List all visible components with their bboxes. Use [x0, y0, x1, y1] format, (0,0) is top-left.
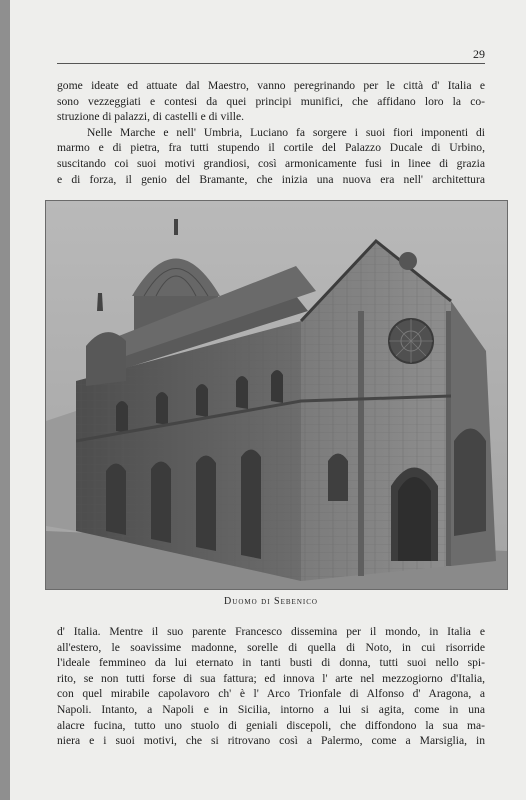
text-line: con quel mirabile capolavoro ch' è l' Arco Trionfale di Alfonso d' Aragona, a: [57, 687, 485, 701]
text-line: all'estero, le soavissime madonne, sorelle di quella di Noto, in cui risorride: [57, 640, 485, 654]
text-line: suscitando coi suoi motivi grandiosi, così armonicamente fusi in linee di grazia: [57, 156, 485, 170]
text-line: marmo e di pietra, fra tutti stupendo il cortile del Palazzo Ducale di Urbino,: [57, 141, 485, 155]
book-page: [10, 0, 526, 800]
text-line: sono vezzeggiati e contesi da quei principi munifici, che affidano loro la co-: [57, 94, 485, 108]
text-block-top: [57, 78, 485, 187]
text-line: Nelle Marche e nell' Umbria, Luciano fa sorgere i suoi fiori imponenti di: [87, 125, 485, 139]
text-line: e di forza, il genio del Bramante, che inizia una nuova era nell' architettura: [57, 172, 485, 186]
text-line: Napoli. Intanto, a Napoli e in Sicilia, intorno a lui si agita, come in una: [57, 702, 485, 716]
text-line: niera e i suoi motivi, che si ritrovano così a Palermo, come a Marsiglia, in: [57, 734, 485, 748]
page-number: 29: [473, 47, 485, 61]
figure-caption: Duomo di Sebenico: [224, 596, 318, 607]
text-line: rito, se non tutti forse di sua fattura; ed innova l' arte nel mezzogiorno d'Italia,: [57, 671, 485, 685]
cathedral-illustration: [46, 201, 507, 589]
header-rule: [57, 63, 485, 64]
text-line: d' Italia. Mentre il suo parente Francesco dissemina per il mondo, in Italia e: [57, 625, 485, 638]
text-block-bottom: [57, 624, 485, 749]
text-line: struzione di palazzi, di castelli e di ville.: [57, 110, 245, 124]
text-line: gome ideate ed attuate dal Maestro, vanno peregrinando per le città d' Italia e: [57, 79, 485, 92]
text-line: alacre fucina, tutto uno stuolo di geniali discepoli, che diffondono la sua ma-: [57, 718, 485, 732]
text-line: l'ideale femmineo da lui eternato in tanti busti di donna, tutti suoi nello spi-: [57, 656, 485, 670]
cathedral-photograph: [45, 200, 508, 590]
